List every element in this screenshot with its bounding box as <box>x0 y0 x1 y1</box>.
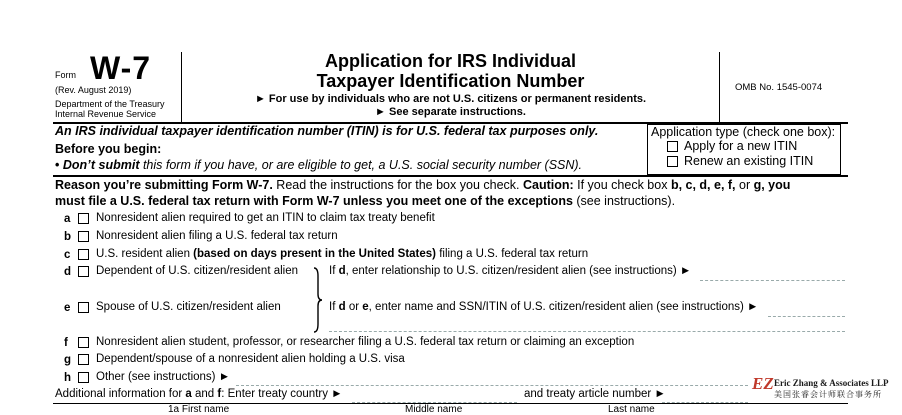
omb-number: OMB No. 1545-0074 <box>735 82 823 93</box>
option-d-if: If <box>329 265 339 277</box>
option-e-if-or: or <box>345 301 363 313</box>
caution-text: If you check box <box>573 178 671 192</box>
option-c-letter: c <box>64 249 71 261</box>
itin-purpose-note: An IRS individual taxpayer identification number (ITIN) is for U.S. federal tax purposes only. <box>55 124 599 138</box>
option-d-checkbox[interactable] <box>78 266 89 277</box>
dont-submit-note <box>55 158 582 172</box>
option-b-label: Nonresident alien filing a U.S. federal tax return <box>96 230 338 242</box>
option-d-if-letter: d <box>338 265 346 277</box>
application-type-label: Application type (check one box): <box>651 125 836 139</box>
option-a-checkbox[interactable] <box>78 213 89 224</box>
option-f-checkbox[interactable] <box>78 337 89 348</box>
other-input-line[interactable] <box>236 385 748 386</box>
firm-monogram: EZ <box>752 374 774 393</box>
intro-bottom-rule <box>53 175 848 177</box>
reason-line2 <box>55 194 675 208</box>
option-c-label-bold: (based on days present in the United States) <box>193 248 436 260</box>
option-h-label: Other (see instructions) ► <box>96 371 231 383</box>
additional-info-and: and <box>191 388 218 400</box>
option-c-checkbox[interactable] <box>78 249 89 260</box>
firm-name-chinese: 美国张睿会计师联合事务所 <box>774 390 882 399</box>
form-title-line1: Application for IRS Individual <box>324 51 576 71</box>
bullet: • <box>55 158 60 172</box>
additional-info-f: f <box>217 388 222 400</box>
caution-g: g, <box>753 178 765 192</box>
caution-or: or <box>735 178 754 192</box>
reason-heading-bold: Reason you’re submitting Form W-7. <box>55 178 273 192</box>
option-c-label-post: filing a U.S. federal tax return <box>436 248 589 260</box>
form-number: W-7 <box>90 50 152 86</box>
caution-you: you <box>764 178 791 192</box>
before-you-begin: Before you begin: <box>55 142 162 156</box>
option-g-letter: g <box>64 354 72 366</box>
option-h-letter: h <box>64 372 72 384</box>
revision-date: (Rev. August 2019) <box>55 85 132 95</box>
option-e-label: Spouse of U.S. citizen/resident alien <box>96 301 281 313</box>
header-divider-right <box>719 52 720 122</box>
firm-name: Eric Zhang & Associates LLP <box>774 378 889 388</box>
additional-info-a: a <box>185 388 192 400</box>
option-h-checkbox[interactable] <box>78 372 89 383</box>
option-g-checkbox[interactable] <box>78 354 89 365</box>
reason-heading <box>55 178 790 192</box>
option-b-letter: b <box>64 231 72 243</box>
option-e-if-letter-e: e <box>362 301 369 313</box>
spouse-input-line-1[interactable] <box>768 316 845 317</box>
form-label: Form <box>55 70 76 80</box>
new-itin-label: Apply for a new ITIN <box>684 139 798 153</box>
option-e-if-letter-d: d <box>338 301 346 313</box>
option-d-label: Dependent of U.S. citizen/resident alien <box>96 265 299 277</box>
last-name-label: Last name <box>608 404 655 415</box>
option-e-letter: e <box>64 302 71 314</box>
option-e-if: If <box>329 301 339 313</box>
option-a-label: Nonresident alien required to get an ITIN to claim tax treaty benefit <box>96 212 435 224</box>
option-a-letter: a <box>64 213 71 225</box>
form-subline1: ► For use by individuals who are not U.S. citizens or permanent residents. <box>254 93 647 105</box>
option-c-label-pre: U.S. resident alien <box>96 248 194 260</box>
additional-info-post: : Enter treaty country ► <box>221 388 343 400</box>
reason-line2-bold: must file a U.S. federal tax return with Form W-7 unless you meet one of the exceptions <box>55 194 573 208</box>
relationship-input-line[interactable] <box>700 280 845 281</box>
option-d-letter: d <box>64 266 72 278</box>
dont-submit-label: Don’t submit <box>62 158 140 172</box>
option-f-letter: f <box>64 337 68 349</box>
additional-info-pre: Additional information for <box>55 388 186 400</box>
renew-itin-label: Renew an existing ITIN <box>684 154 814 168</box>
option-b-checkbox[interactable] <box>78 231 89 242</box>
brace-icon <box>312 266 322 334</box>
option-f-label: Nonresident alien student, professor, or researcher filing a U.S. federal tax return or claiming an exception <box>96 336 635 348</box>
option-e-checkbox[interactable] <box>78 302 89 313</box>
option-c-label <box>96 248 588 260</box>
option-e-if-text: , enter name and SSN/ITIN of U.S. citizen/resident alien (see instructions) ► <box>368 301 759 313</box>
new-itin-checkbox[interactable] <box>667 141 678 152</box>
renew-itin-checkbox[interactable] <box>667 156 678 167</box>
caution-label: Caution: <box>522 178 574 192</box>
first-name-label: 1a First name <box>168 404 230 415</box>
option-d-instruction <box>329 265 691 277</box>
option-e-instruction <box>329 301 758 313</box>
reason-line2-rest: (see instructions). <box>572 194 676 208</box>
option-g-label: Dependent/spouse of a nonresident alien holding a U.S. visa <box>96 353 405 365</box>
caution-letters: b, c, d, e, f, <box>670 178 736 192</box>
additional-info <box>55 388 343 400</box>
form-title-line2: Taxpayer Identification Number <box>316 71 585 91</box>
treaty-article-label: and treaty article number ► <box>524 388 666 400</box>
spouse-input-line-2[interactable] <box>329 331 845 332</box>
middle-name-label: Middle name <box>405 404 463 415</box>
dont-submit-text: this form if you have, or are eligible to get, a U.S. social security number (SSN). <box>139 158 583 172</box>
form-subline2: ► See separate instructions. <box>375 106 526 118</box>
service-name: Internal Revenue Service <box>55 109 157 119</box>
option-d-if-text: , enter relationship to U.S. citizen/resident alien (see instructions) ► <box>345 265 692 277</box>
reason-heading-text: Read the instructions for the box you check. <box>272 178 523 192</box>
department-name: Department of the Treasury <box>55 99 165 109</box>
